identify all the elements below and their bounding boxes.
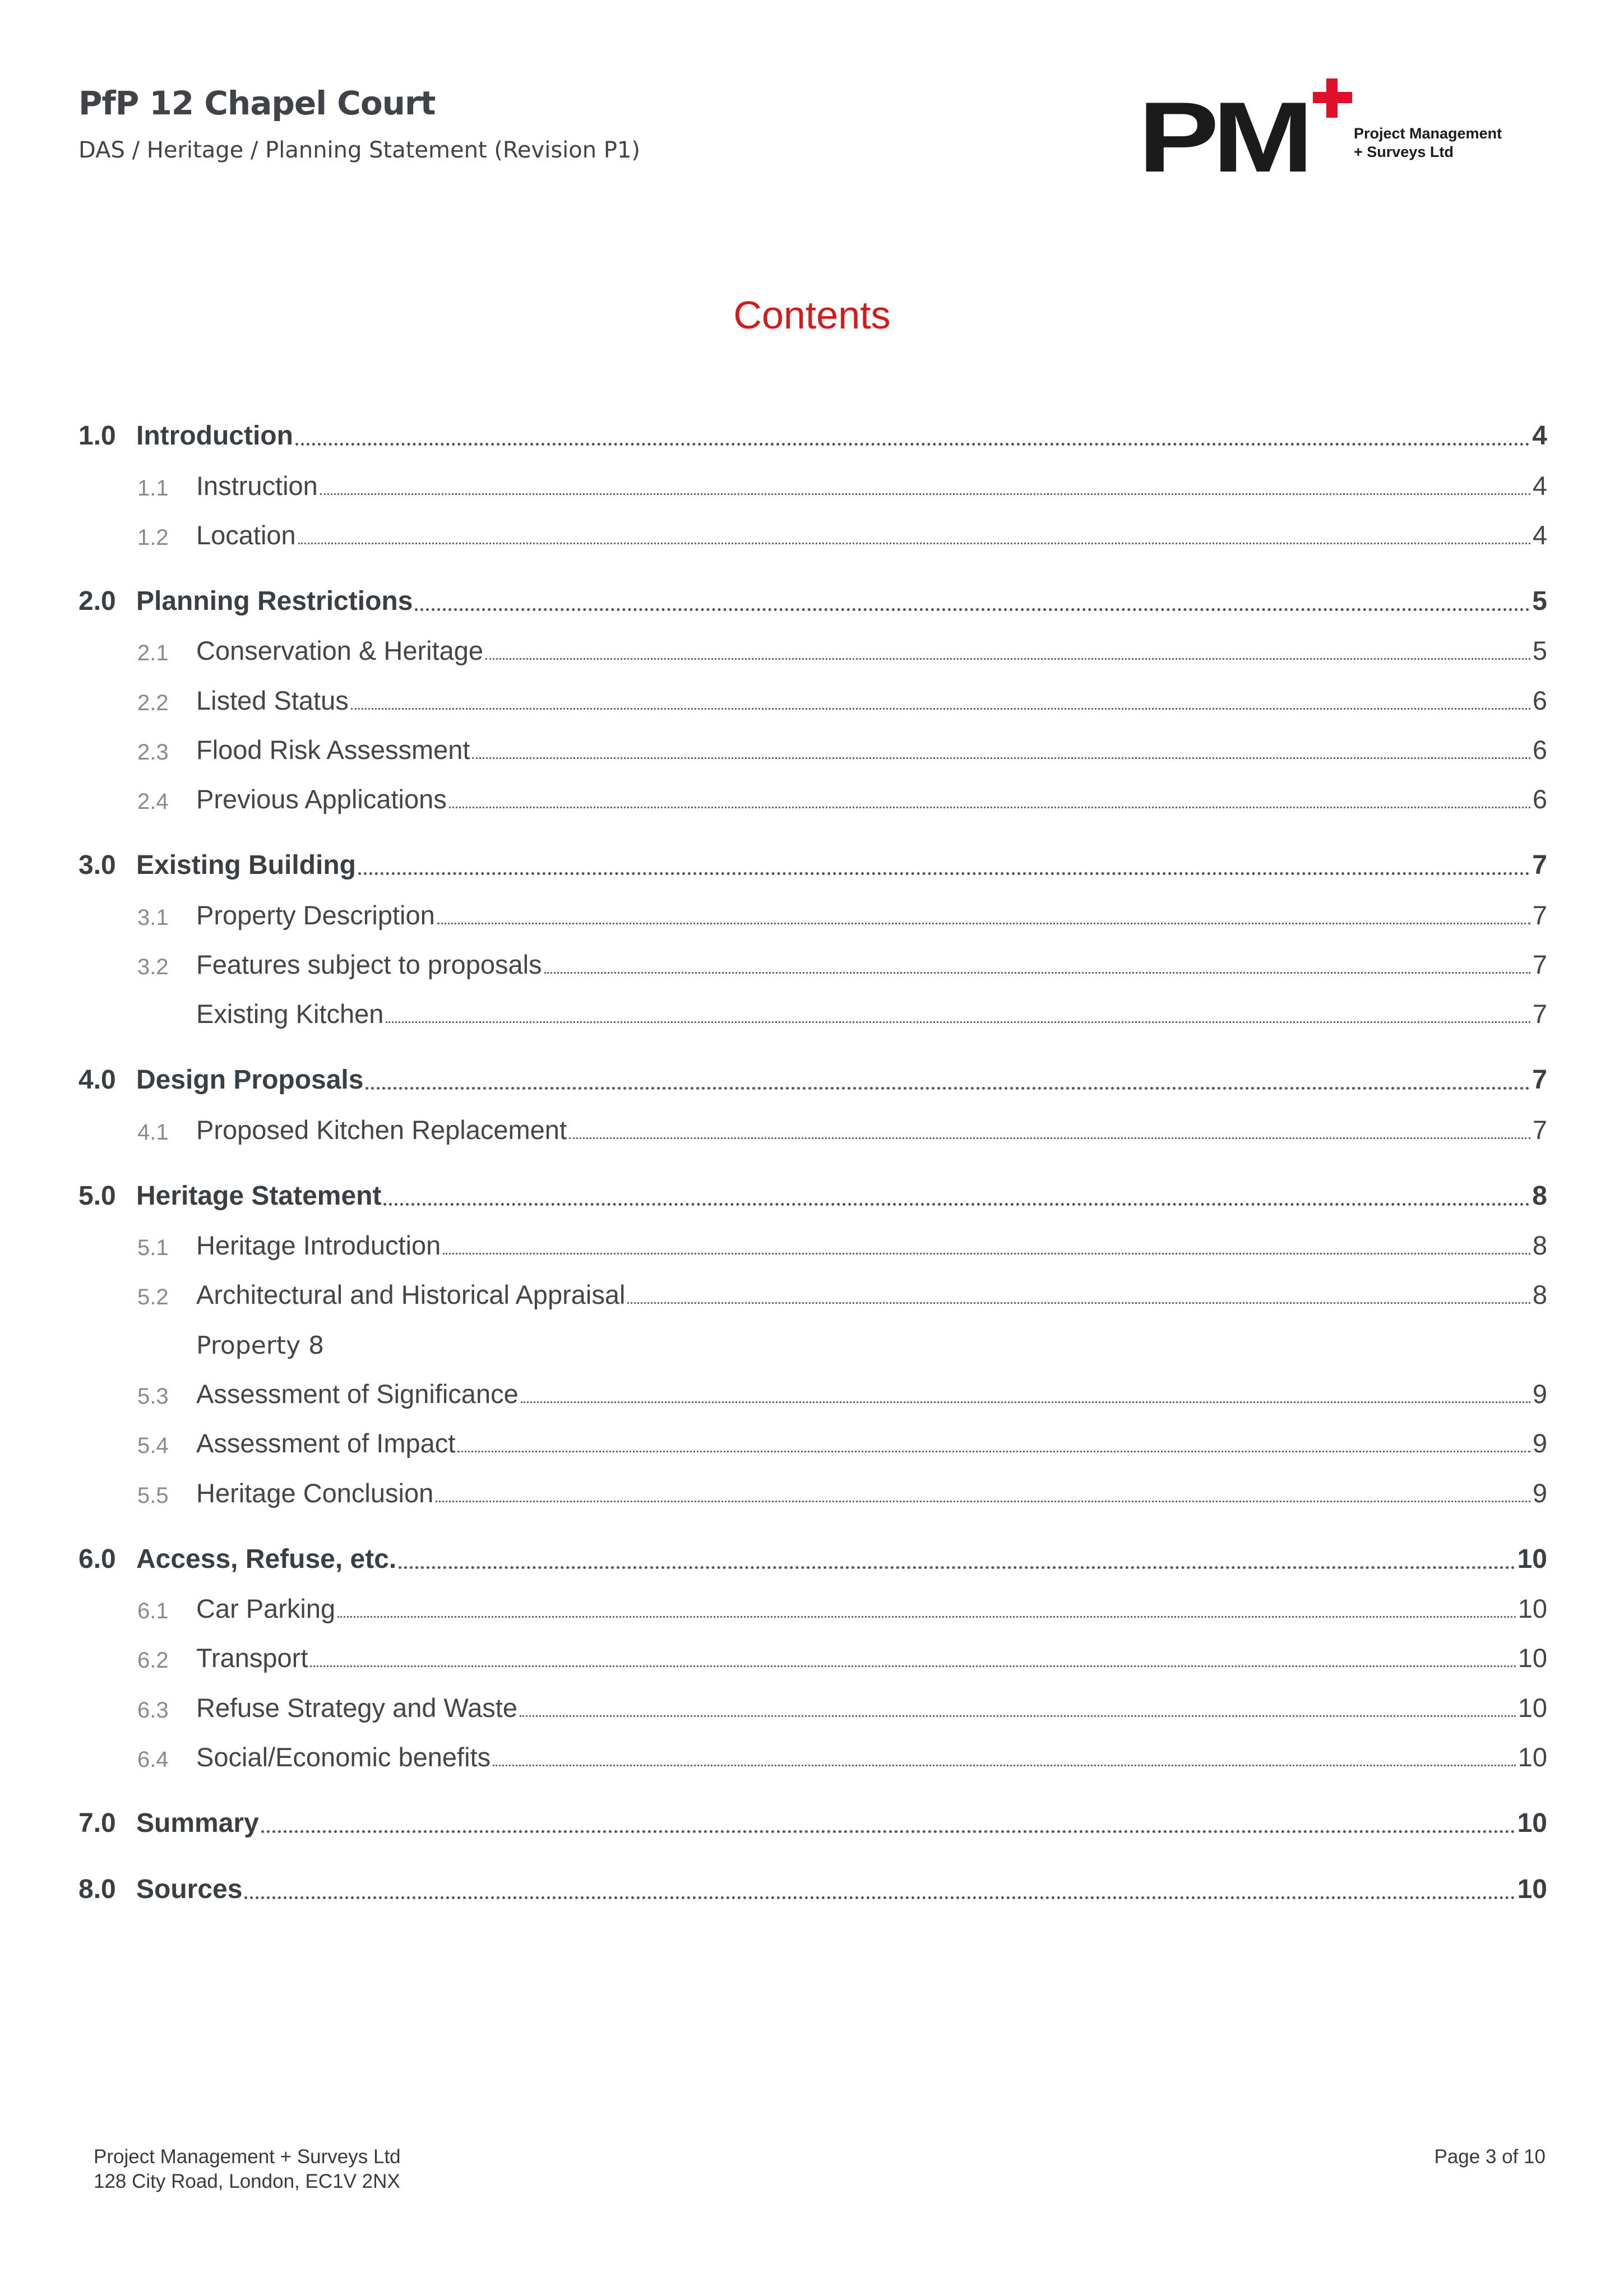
toc-entry-title: Transport [196,1643,308,1673]
toc-entry-title: Location [196,520,296,550]
toc-entry-title: Introduction [136,421,293,451]
toc-entry-page: 8 [1532,1280,1547,1309]
toc-entry-page: 10 [1517,1808,1547,1838]
toc-subsection-entry[interactable] [78,467,1547,501]
toc-entry-number: 3.2 [137,955,169,979]
toc-entry-page: 8 [1532,1230,1547,1260]
toc-entry-page: 7 [1532,1065,1547,1095]
toc-dot-leader [569,1137,1530,1139]
toc-entry-title: Heritage Conclusion [196,1478,434,1508]
toc-subsection-entry[interactable] [78,1640,1547,1673]
toc-entry-title: Conservation & Heritage [196,636,484,665]
toc-subsection-entry[interactable] [78,1227,1547,1261]
toc-entry-page: 9 [1532,1478,1547,1508]
toc-entry-title: Heritage Introduction [196,1230,441,1260]
toc-subsection-entry[interactable] [78,1425,1547,1459]
toc-section-entry[interactable] [78,1062,1547,1095]
toc-dot-leader [493,1765,1516,1766]
toc-entry-title: Existing Building [136,850,356,880]
toc-entry-number: 6.1 [137,1599,169,1623]
toc-dot-leader [485,658,1530,660]
toc-entry-number: 6.2 [137,1648,169,1673]
toc-entry-title: Summary [136,1808,259,1838]
toc-dot-leader [365,1087,1530,1090]
toc-dot-leader [399,1566,1515,1569]
toc-entry-page: 8 [1532,1181,1547,1211]
toc-dot-leader [310,1665,1515,1667]
toc-entry-page: 7 [1532,999,1547,1029]
toc-entry-title: Proposed Kitchen Replacement [196,1115,567,1145]
toc-subsection-entry[interactable] [78,682,1547,716]
toc-entry-number: 1.1 [137,476,169,501]
toc-subsection-entry[interactable] [78,632,1547,666]
toc-dot-leader [320,493,1530,495]
toc-entry-number: 2.4 [137,789,169,814]
toc-subsection-entry[interactable] [78,781,1547,814]
logo-plus-icon [1313,78,1352,118]
toc-entry-page: 7 [1532,850,1547,880]
document-subtitle: DAS / Heritage / Planning Statement (Revision P1) [78,137,640,163]
toc-subsection-entry[interactable] [78,946,1547,980]
toc-entry-title: Previous Applications [196,784,447,814]
toc-section-entry[interactable] [78,1178,1547,1211]
toc-entry-number: 6.3 [137,1698,169,1723]
toc-entry-title: Property Description [196,900,435,930]
toc-entry-page: 10 [1517,1594,1547,1623]
toc-dot-leader [449,807,1530,808]
toc-entry-page: 6 [1532,686,1547,715]
toc-entry-page: 10 [1517,1874,1547,1904]
toc-dot-leader [358,872,1530,875]
toc-entry-number: 7.0 [78,1808,116,1838]
logo-text [1354,124,1502,161]
toc-entry-number: 6.4 [137,1747,169,1772]
toc-dot-leader [351,708,1530,710]
logo-text-line1: Project Management [1354,125,1502,142]
toc-entry-title: Architectural and Historical Appraisal [196,1280,626,1309]
toc-subsection-entry[interactable] [78,1326,1547,1360]
toc-subsection-entry[interactable] [78,1739,1547,1772]
toc-subsection-entry[interactable] [78,1376,1547,1409]
toc-entry-title: Sources [136,1874,243,1904]
toc-entry-title: Design Proposals [136,1065,364,1095]
toc-dot-leader [337,1616,1516,1618]
toc-entry-page: 7 [1532,1115,1547,1145]
contents-heading: Contents [733,293,891,337]
toc-section-entry[interactable] [78,418,1547,451]
toc-dot-leader [244,1896,1515,1899]
footer-company-info [94,2145,401,2194]
toc-entry-number: 5.2 [137,1285,169,1309]
toc-dot-leader [544,972,1530,974]
toc-dot-leader [472,757,1530,759]
toc-section-entry[interactable] [78,583,1547,617]
toc-entry-page: 7 [1532,950,1547,979]
toc-entry-page: 4 [1532,421,1547,451]
toc-dot-leader [437,923,1530,924]
logo-mark: PM [1138,81,1307,193]
toc-entry-title: Car Parking [196,1594,336,1623]
toc-entry-title: Listed Status [196,686,349,715]
toc-dot-leader [457,1451,1530,1452]
toc-entry-number: 1.0 [78,421,116,451]
toc-entry-title: Heritage Statement [136,1181,382,1211]
toc-entry-title: Features subject to proposals [196,950,542,979]
logo-text-line2: + Surveys Ltd [1354,144,1454,160]
toc-entry-page: 10 [1517,1643,1547,1673]
toc-entry-number: 6.0 [78,1544,116,1574]
toc-entry-title: Planning Restrictions [136,586,413,616]
toc-entry-title: Refuse Strategy and Waste [196,1693,517,1723]
toc-subsection-entry[interactable] [78,517,1547,550]
toc-entry-number: 2.2 [137,691,169,715]
toc-entry-number: 5.5 [137,1483,169,1508]
toc-entry-title: Property 8 [196,1331,325,1360]
toc-entry-number: 5.1 [137,1235,169,1260]
toc-entry-number: 3.1 [137,905,169,930]
toc-entry-page: 10 [1517,1742,1547,1772]
toc-section-entry[interactable] [78,1871,1547,1905]
toc-entry-number: 3.0 [78,850,116,880]
toc-dot-leader [436,1501,1530,1502]
toc-entry-page: 4 [1532,471,1547,501]
toc-entry-page: 7 [1532,900,1547,930]
toc-entry-title: Social/Economic benefits [196,1742,491,1772]
toc-dot-leader [261,1830,1515,1833]
toc-entry-page: 10 [1517,1693,1547,1723]
toc-entry-title: Access, Refuse, etc. [136,1544,397,1574]
toc-entry-title: Existing Kitchen [196,999,384,1029]
toc-dot-leader [415,608,1530,611]
toc-entry-page: 10 [1517,1544,1547,1574]
toc-entry-page: 5 [1532,586,1547,616]
toc-section-entry[interactable] [78,847,1547,881]
toc-dot-leader [521,1401,1530,1403]
toc-entry-page: 4 [1532,520,1547,550]
toc-entry-number: 5.0 [78,1181,116,1211]
toc-entry-title: Instruction [196,471,318,501]
toc-section-entry[interactable] [78,1805,1547,1839]
toc-dot-leader [443,1253,1530,1255]
toc-dot-leader [520,1715,1516,1717]
toc-subsection-entry[interactable] [78,1276,1547,1310]
toc-entry-page: 6 [1532,784,1547,814]
toc-section-entry[interactable] [78,1541,1547,1575]
toc-entry-number: 4.1 [137,1120,169,1145]
toc-subsection-entry[interactable] [78,1590,1547,1624]
toc-subsection-entry[interactable] [78,1475,1547,1508]
toc-entry-number: 1.2 [137,525,169,550]
toc-subsection-entry[interactable] [78,996,1547,1029]
toc-entry-page: 9 [1532,1379,1547,1409]
toc-entry-number: 8.0 [78,1874,116,1904]
toc-entry-number: 5.3 [137,1384,169,1409]
company-logo [1138,78,1530,193]
footer-company: Project Management + Surveys Ltd [94,2146,401,2168]
toc-entry-page: 9 [1532,1428,1547,1458]
toc-entry-page: 5 [1532,636,1547,665]
toc-entry-title: Assessment of Impact [196,1428,456,1458]
toc-subsection-entry[interactable] [78,1689,1547,1723]
toc-entry-number: 2.0 [78,586,116,616]
toc-entry-number: 4.0 [78,1065,116,1095]
toc-dot-leader [383,1203,1530,1206]
footer-page-number: Page 3 of 10 [1434,2146,1546,2168]
toc-dot-leader [627,1302,1530,1304]
toc-dot-leader [295,443,1530,446]
toc-subsection-entry[interactable] [78,1112,1547,1145]
document-title: PfP 12 Chapel Court [78,84,436,122]
toc-entry-number: 2.3 [137,740,169,765]
toc-subsection-entry[interactable] [78,897,1547,931]
toc-entry-page: 6 [1532,735,1547,765]
toc-entry-title: Assessment of Significance [196,1379,519,1409]
toc-subsection-entry[interactable] [78,732,1547,765]
toc-dot-leader [298,543,1530,544]
toc-entry-number: 5.4 [137,1433,169,1458]
footer-address: 128 City Road, London, EC1V 2NX [94,2170,400,2192]
toc-entry-number: 2.1 [137,641,169,665]
toc-entry-title: Flood Risk Assessment [196,735,470,765]
toc-dot-leader [386,1021,1530,1023]
